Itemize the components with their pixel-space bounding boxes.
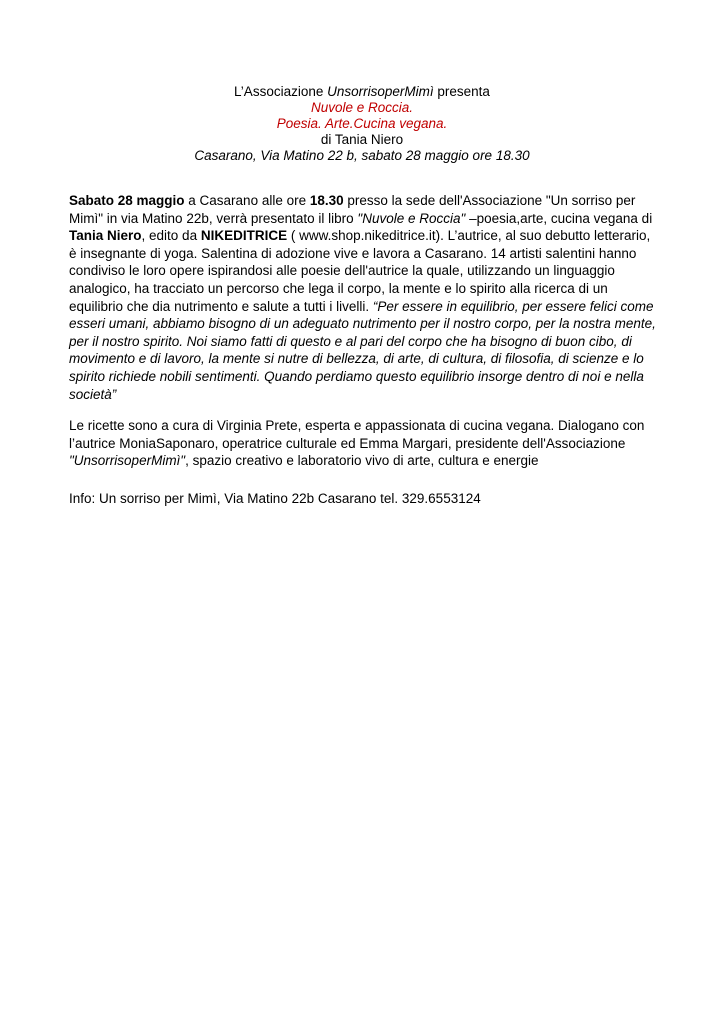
book-subtitle: Poesia. Arte.Cucina vegana. xyxy=(276,116,448,131)
paragraph-event: Sabato 28 maggio a Casarano alle ore 18.30 presso la sede dell'Associazione "Un sorriso per Mimì" in via Matino 22b, verrà presentato il libro "Nuvole e Roccia" –poesia,arte, cucina vegana di Tania Niero, edito da NIKEDITRICE ( www.shop.nikeditrice.it). L’autrice, al suo debutto letterario, è insegnante di yoga. Salentina di adozione vive e lavora a Casarano. 14 artisti salentini hanno condiviso le loro opere ispirandosi alle poesie dell'autrice la quale, utilizzando un linguaggio analogico, ha tracciato un percorso che lega il corpo, la mente e lo spirito alla ricerca di un equilibrio che dia nutrimento e salute a tutti i livelli. “Per essere in equilibrio, per essere felici come esseri umani, abbiamo bisogno di un adeguato nutrimento per il nostro corpo, per la nostra mente, per il nostro spirito. Noi siamo fatti di questo e al pari del corpo che ha bisogno di buon cibo, di movimento e di lavoro, la mente si nutre di bellezza, di arte, di cultura, di filosofia, di scienze e lo spirito richiede nobili sentimenti. Quando perdiamo questo equilibrio insorge dentro di noi e nella società” xyxy=(69,193,656,402)
paragraph-recipes: Le ricette sono a cura di Virginia Prete, esperta e appassionata di cucina vegana. Dialogano con l’autrice MoniaSaponaro, operatrice culturale ed Emma Margari, presidente dell'Associazione "UnsorrisoperMimì", spazio creativo e laboratorio vivo di arte, cultura e energie xyxy=(69,418,645,469)
author-quote: “Per essere in equilibrio, per essere felici come esseri umani, abbiamo bisogno di un adeguato nutrimento per il nostro corpo, per la nostra mente, per il nostro spirito. Noi siamo fatti di questo e al pari del corpo che ha bisogno di buon cibo, di movimento e di lavoro, la mente si nutre di bellezza, di arte, di cultura, di filosofia, di scienze e lo spirito richiede nobili sentimenti. Quando perdiamo questo equilibrio insorge dentro di noi e nella società” xyxy=(69,298,656,402)
author-line: di Tania Niero xyxy=(320,132,404,147)
book-title: Nuvole e Roccia. xyxy=(310,100,414,115)
body-text xyxy=(69,192,659,522)
presenter-line: L’Associazione UnsorrisoperMimì presenta xyxy=(234,84,490,99)
paragraph-info: Info: Un sorriso per Mimì, Via Matino 22b Casarano tel. 329.6553124 xyxy=(69,490,481,506)
event-location-date: Casarano, Via Matino 22 b, sabato 28 maggio ore 18.30 xyxy=(194,148,530,163)
association-name: UnsorrisoperMimì xyxy=(327,84,434,99)
announcement-header xyxy=(0,84,724,164)
